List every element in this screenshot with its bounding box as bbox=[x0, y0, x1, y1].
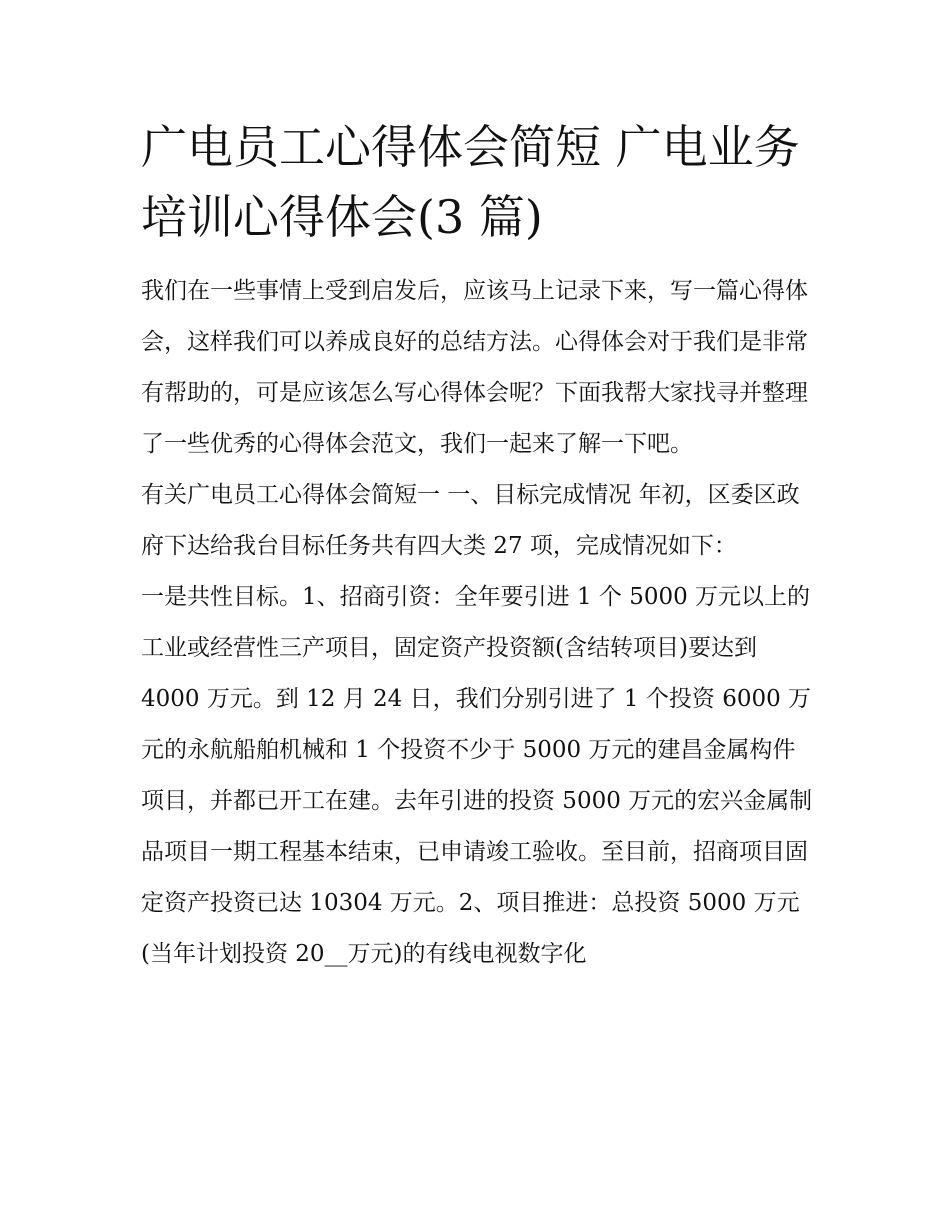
paragraph-intro: 我们在一些事情上受到启发后，应该马上记录下来，写一篇心得体会，这样我们可以养成良好的总结方法。心得体会对于我们是非常有帮助的，可是应该怎么写心得体会呢？下面我帮大家找寻并整理了一些优秀的心得体会范文，我们一起来了解一下吧。 bbox=[141, 278, 808, 457]
document-body bbox=[141, 112, 813, 980]
paragraph-targets: 有关广电员工心得体会简短一 一、目标完成情况 年初，区委区政府下达给我台目标任务共有四大类 27 项，完成情况如下： bbox=[141, 482, 800, 559]
document-title: 广电员工心得体会简短 广电业务培训心得体会(3 篇) bbox=[141, 120, 800, 244]
paragraph-common-goals: 一是共性目标。1、招商引资：全年要引进 1 个 5000 万元以上的工业或经营性三产项目，固定资产投资额(含结转项目)要达到 4000 万元。到 12 月 24 日，我们分别引进了 1 个投资 6000 万元的永航船舶机械和 1 个投资不少于 5000 万元的建昌金属构件项目，并都已开工在建。去年引进的投资 5000 万元的宏兴金属制品项目一期工程基本结束，已申请竣工验收。至目前，招商项目固定资产投资已达 10304 万元。2、项目推进：总投资 5000 万元(当年计划投资 20__万元)的有线电视数字化 bbox=[141, 584, 813, 967]
